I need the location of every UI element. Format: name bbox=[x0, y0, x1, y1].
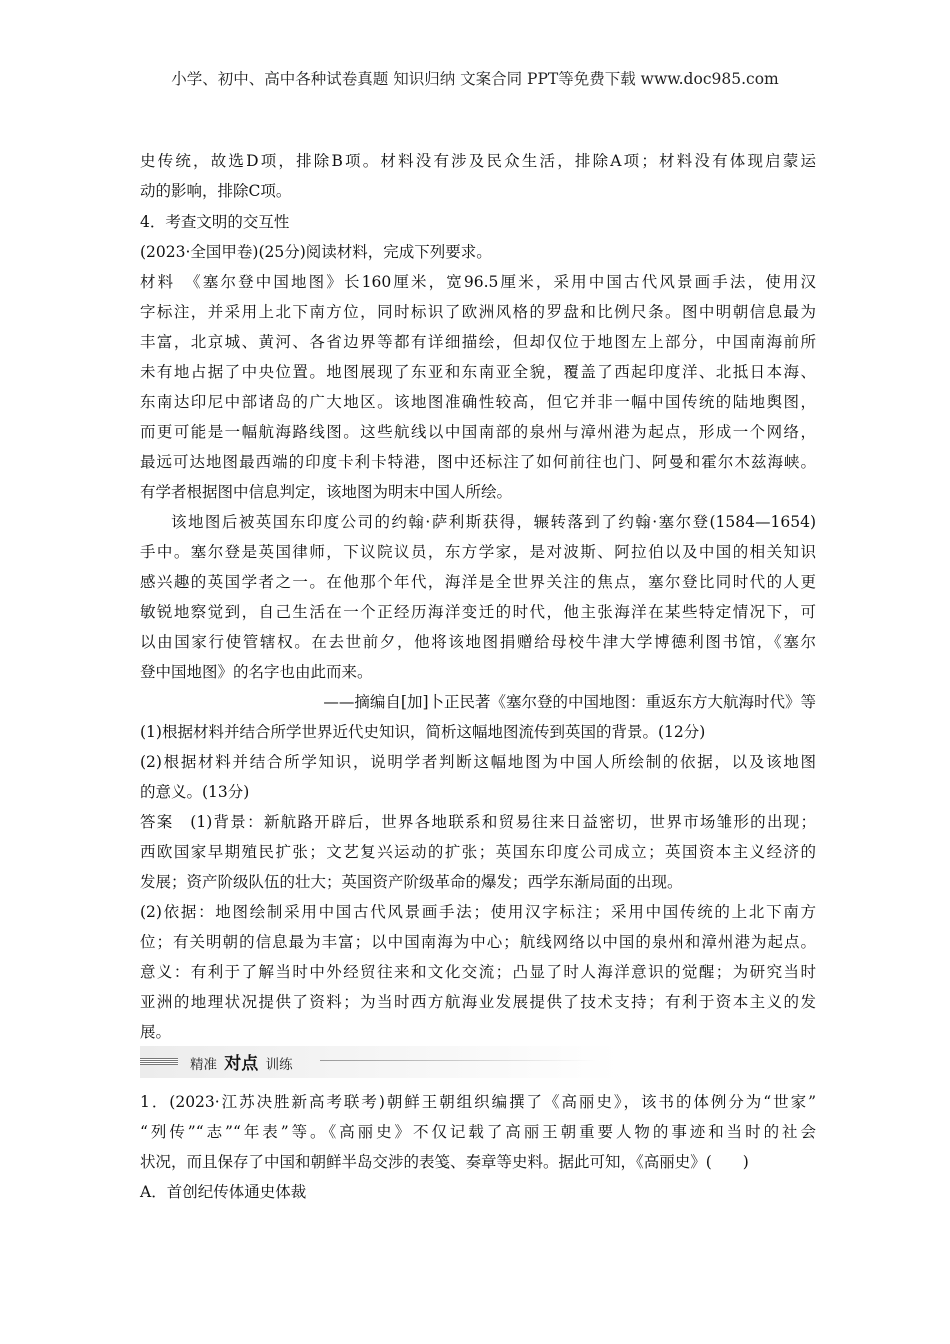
material-line: 该地图后被英国东印度公司的约翰·萨利斯获得，辗转落到了约翰·塞尔登(1584—1654) bbox=[171, 513, 816, 531]
section-heading: 4．考查文明的交互性 bbox=[140, 213, 290, 231]
answer-line: (2)依据：地图绘制采用中国古代风景画手法；使用汉字标注；采用中国传统的上北下南方 bbox=[140, 903, 816, 921]
banner-right: 训练 bbox=[265, 1057, 293, 1073]
answer-line: 发展；资产阶级队伍的壮大；英国资产阶级革命的爆发；西学东渐局面的出现。 bbox=[140, 873, 683, 891]
material-line: 字标注，并采用上北下南方位，同时标识了欧洲风格的罗盘和比例尺条。图中明朝信息最为 bbox=[140, 303, 816, 321]
material-line: 以由国家行使管辖权。在去世前夕，他将该地图捐赠给母校牛津大学博德利图书馆，《塞尔 bbox=[140, 633, 816, 651]
answer-line: 西欧国家早期殖民扩张；文艺复兴运动的扩张；英国东印度公司成立；英国资本主义经济的 bbox=[140, 843, 816, 861]
material-line: 材料 《塞尔登中国地图》长160厘米，宽96.5厘米，采用中国古代风景画手法，使用汉 bbox=[140, 273, 816, 291]
answer-line: 位；有关明朝的信息最为丰富；以中国南海为中心；航线网络以中国的泉州和漳州港为起点。 bbox=[140, 933, 816, 951]
question-2: (2)根据材料并结合所学知识，说明学者判断这幅地图为中国人所绘制的依据，以及该地图 bbox=[140, 753, 816, 771]
text-line: 史传统，故选D项，排除B项。材料没有涉及民众生活，排除A项；材料没有体现启蒙运 bbox=[140, 152, 816, 170]
material-line: 登中国地图》的名字也由此而来。 bbox=[140, 663, 373, 681]
exercise-line: 1．(2023·江苏决胜新高考联考)朝鲜王朝组织编撰了《高丽史》，该书的体例分为“世家” bbox=[140, 1093, 816, 1111]
material-line: 手中。塞尔登是英国律师，下议院议员，东方学家，是对波斯、阿拉伯以及中国的相关知识 bbox=[140, 543, 816, 561]
material-line: 而更可能是一幅航海路线图。这些航线以中国南部的泉州与漳州港为起点，形成一个网络， bbox=[140, 423, 816, 441]
option-a: A．首创纪传体通史体裁 bbox=[140, 1183, 307, 1201]
material-line: 有学者根据图中信息判定，该地图为明末中国人所绘。 bbox=[140, 483, 513, 501]
material-line: 最远可达地图最西端的印度卡利卡特港，图中还标注了如何前往也门、阿曼和霍尔木兹海峡。 bbox=[140, 453, 816, 471]
material-line: 未有地占据了中央位置。地图展现了东亚和东南亚全貌，覆盖了西起印度洋、北抵日本海、 bbox=[140, 363, 816, 381]
material-line: 丰富，北京城、黄河、各省边界等都有详细描绘，但却仅位于地图左上部分，中国南海前所 bbox=[140, 333, 816, 351]
banner-title bbox=[190, 1049, 293, 1074]
banner-line bbox=[320, 1060, 600, 1061]
question-source: (2023·全国甲卷)(25分)阅读材料，完成下列要求。 bbox=[140, 243, 492, 261]
citation: ——摘编自[加]卜正民著《塞尔登的中国地图：重返东方大航海时代》等 bbox=[323, 693, 816, 711]
question-2-cont: 的意义。(13分) bbox=[140, 783, 250, 801]
banner-left: 精准 bbox=[190, 1057, 217, 1073]
answer-line: 答案 (1)背景：新航路开辟后，世界各地联系和贸易往来日益密切，世界市场雏形的出现； bbox=[140, 813, 816, 831]
material-line: 感兴趣的英国学者之一。在他那个年代，海洋是全世界关注的焦点，塞尔登比同时代的人更 bbox=[140, 573, 816, 591]
banner-bar-icon bbox=[140, 1058, 178, 1065]
banner-mid: 对点 bbox=[224, 1054, 259, 1074]
section-banner bbox=[140, 1046, 816, 1080]
answer-line: 亚洲的地理状况提供了资料；为当时西方航海业发展提供了技术支持；有利于资本主义的发 bbox=[140, 993, 816, 1011]
exercise-line: 状况，而且保存了中国和朝鲜半岛交涉的表笺、奏章等史料。据此可知，《高丽史》( ) bbox=[140, 1153, 749, 1171]
material-line: 东南达印尼中部诸岛的广大地区。该地图准确性较高，但它并非一幅中国传统的陆地舆图， bbox=[140, 393, 816, 411]
answer-line: 展。 bbox=[140, 1023, 172, 1041]
material-line: 敏锐地察觉到，自己生活在一个正经历海洋变迁的时代，他主张海洋在某些特定情况下，可 bbox=[140, 603, 816, 621]
text-line: 动的影响，排除C项。 bbox=[140, 182, 292, 200]
question-1: (1)根据材料并结合所学世界近代史知识，简析这幅地图流传到英国的背景。(12分) bbox=[140, 723, 706, 741]
answer-line: 意义：有利于了解当时中外经贸往来和文化交流；凸显了时人海洋意识的觉醒；为研究当时 bbox=[140, 963, 816, 981]
page-header: 小学、初中、高中各种试卷真题 知识归纳 文案合同 PPT等免费下载 www.doc985.com bbox=[171, 70, 779, 88]
exercise-line: “列传”“志”“年表”等。《高丽史》不仅记载了高丽王朝重要人物的事迹和当时的社会 bbox=[140, 1123, 816, 1141]
